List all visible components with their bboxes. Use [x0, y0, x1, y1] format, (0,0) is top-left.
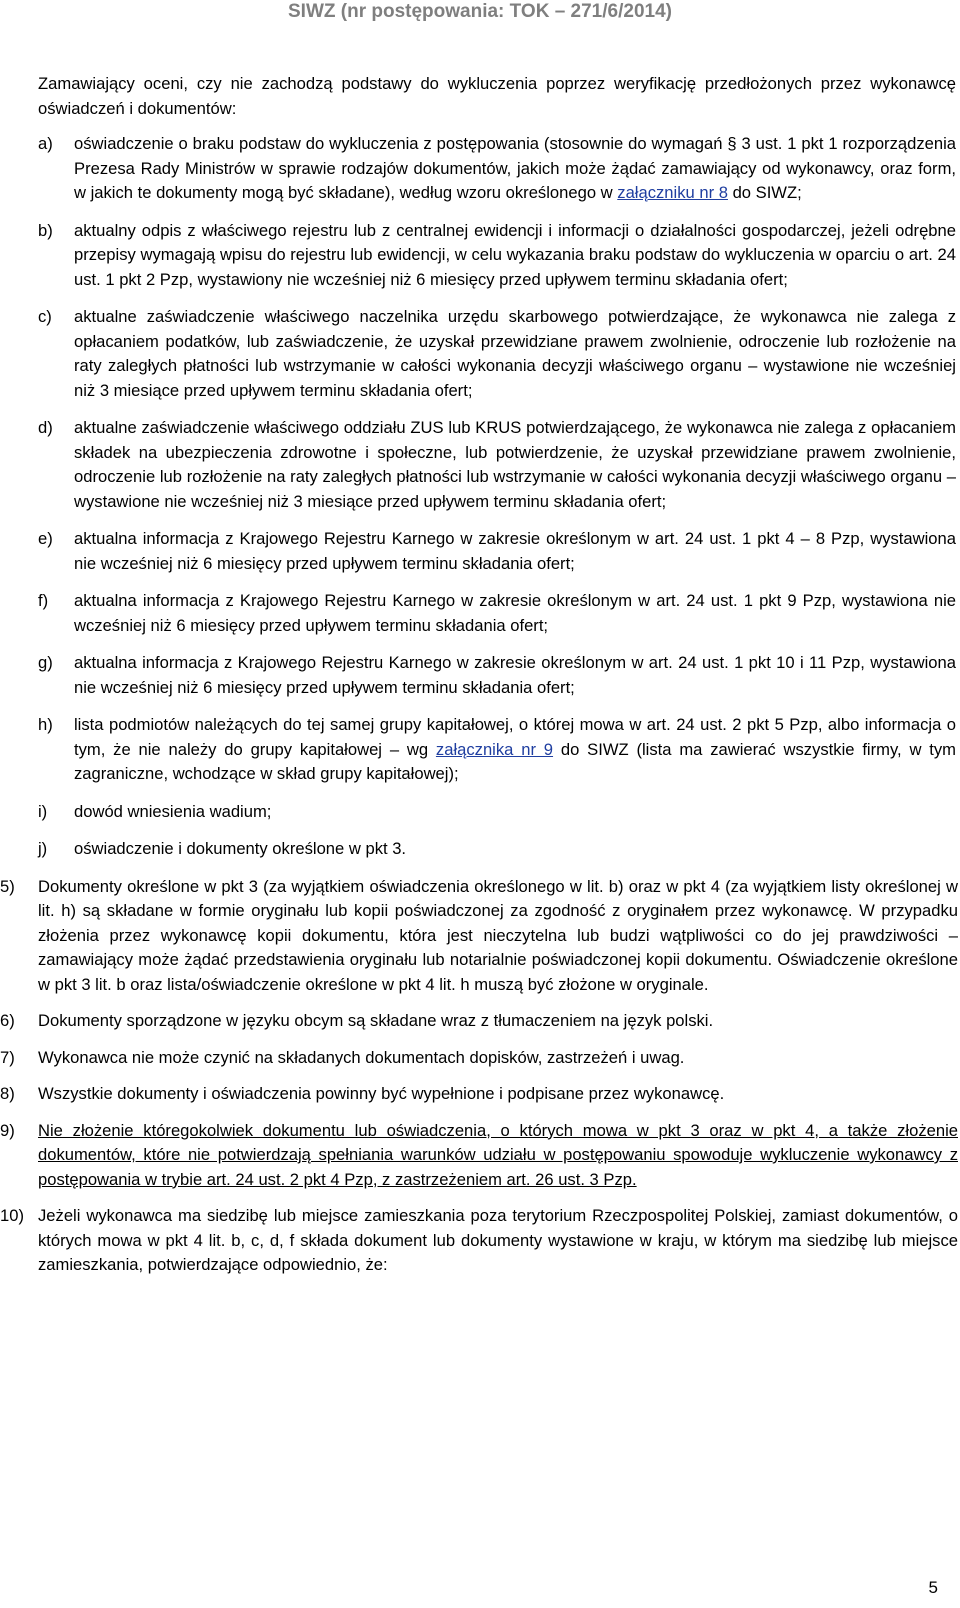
numbered-item-9 — [0, 1119, 958, 1193]
list-item-i — [38, 800, 956, 825]
numbered-item-5 — [0, 875, 958, 998]
list-text — [74, 132, 956, 206]
list-label: a) — [38, 134, 53, 153]
list-label: f) — [38, 591, 49, 610]
list-text: aktualna informacja z Krajowego Rejestru Karnego w zakresie określonym w art. 24 ust. 1 pkt 4 – 8 Pzp, wystawiona nie wcześniej niż 6 miesięcy przed upływem terminu składania ofert; — [74, 529, 956, 573]
item-number: 9) — [0, 1120, 15, 1140]
list-label: c) — [38, 307, 52, 326]
list-text — [74, 713, 956, 787]
page-number: 5 — [928, 1578, 938, 1597]
list-item-h — [38, 713, 956, 787]
attachment-8-link[interactable]: załączniku nr 8 — [617, 183, 728, 202]
item-number: 7) — [0, 1047, 15, 1067]
list-text: aktualne zaświadczenie właściwego oddziału ZUS lub KRUS potwierdzającego, że wykonawca nie zalega z opłacaniem składek na ubezpieczenia zdrowotne i społeczne, lub potwierdzenie, że uzyskał przewidziane prawem zwolnienie, odroczenie lub rozłożenie na raty zaległych płatności lub wstrzymanie w całości wykonania decyzji właściwego organu – wystawione nie wcześniej niż 3 miesiące przed upływem terminu składania ofert; — [74, 418, 956, 511]
list-label: h) — [38, 715, 53, 734]
list-item-b — [38, 219, 956, 293]
list-text: aktualne zaświadczenie właściwego naczelnika urzędu skarbowego potwierdzające, że wykonawca nie zalega z opłacaniem podatków, lub zaświadczenie, że uzyskał przewidziane prawem zwolnienie, odroczenie lub rozłożenie na raty zaległych płatności lub wstrzymanie w całości wykonania decyzji właściwego organu – wystawione nie wcześniej niż 3 miesiące przed upływem terminu składania ofert; — [74, 307, 956, 400]
list-label: b) — [38, 220, 53, 240]
item-text: Dokumenty sporządzone w języku obcym są składane wraz z tłumaczeniem na język polski. — [38, 1011, 714, 1030]
attachment-9-link[interactable]: załącznika nr 9 — [435, 739, 554, 759]
list-text: aktualna informacja z Krajowego Rejestru Karnego w zakresie określonym w art. 24 ust. 1 pkt 10 i 11 Pzp, wystawiona nie wcześniej niż 6 miesięcy przed upływem terminu składania ofert; — [74, 653, 956, 697]
list-text: dowód wniesienia wadium; — [74, 801, 272, 821]
item-text: Dokumenty określone w pkt 3 (za wyjątkiem oświadczenia określonego w lit. b) oraz w pkt 4 (za wyjątkiem listy określonej w lit. h) są składane w formie oryginału lub kopii poświadczonej za zgodność z oryginałem przez wykonawcę. W przypadku złożenia przez wykonawcę kopii dokumentu, która jest nieczytelna lub budzi wątpliwości co do jej prawdziwości – zamawiający może żądać przedstawienia oryginału lub notarialnie poświadczonej kopii dokumentu. Oświadczenie określone w pkt 3 lit. b oraz lista/oświadczenie określone w pkt 4 lit. h muszą być złożone w oryginale. — [38, 876, 958, 994]
list-text: aktualna informacja z Krajowego Rejestru Karnego w zakresie określonym w art. 24 ust. 1 pkt 9 Pzp, wystawiona nie wcześniej niż 6 miesięcy przed upływem terminu składania ofert; — [74, 591, 956, 635]
document-body — [0, 72, 960, 1290]
numbered-item-8 — [0, 1082, 958, 1107]
intro-paragraph: Zamawiający oceni, czy nie zachodzą podstawy do wykluczenia poprzez weryfikację przedłożonych przez wykonawcę oświadczeń i dokumentów: — [38, 74, 956, 118]
list-label: g) — [38, 653, 53, 672]
list-text: aktualny odpis z właściwego rejestru lub z centralnej ewidencji i informacji o działalności gospodarczej, jeżeli odrębne przepisy wymagają wpisu do rejestru lub ewidencji, w celu wykazania braku podstaw do wykluczenia w oparciu o art. 24 ust. 1 pkt 2 Pzp, wystawiony nie wcześniej niż 6 miesięcy przed upływem terminu składania ofert; — [74, 220, 956, 289]
list-label: j) — [38, 839, 48, 858]
item-number: 10) — [0, 1206, 24, 1225]
list-label: d) — [38, 418, 53, 437]
item-text: Jeżeli wykonawca ma siedzibę lub miejsce zamieszkania poza terytorium Rzeczpospolitej Polskiej, zamiast dokumentów, o których mowa w pkt 4 lit. b, c, d, f składa dokument lub dokumenty wystawione w kraju, w którym ma siedzibę lub miejsce zamieszkania, potwierdzające odpowiednio, że: — [38, 1206, 958, 1274]
item-text: Wykonawca nie może czynić na składanych dokumentach dopisków, zastrzeżeń i uwag. — [38, 1047, 685, 1067]
numbered-item-7 — [0, 1046, 958, 1071]
list-text: oświadczenie i dokumenty określone w pkt 3. — [74, 839, 407, 858]
list-item-a — [38, 132, 956, 206]
text-segment: do SIWZ; — [727, 183, 802, 202]
text-segment: lista podmiotów należących do tej samej grupy kapitałowej, o której mowa w art. 24 ust. 2 pkt 5 Pzp, albo informacja o tym, że nie należy do grupy kapitałowej – wg — [74, 715, 956, 759]
text-segment: oświadczenie o braku podstaw do wykluczenia z postępowania (stosownie do wymagań § 3 ust. 1 pkt 1 rozporządzenia Prezesa Rady Ministrów w sprawie rodzajów dokumentów, jakich może żądać zamawiający od wykonawcy, oraz form, w jakich te dokumenty mogą być składane), według wzoru określonego w — [74, 134, 956, 202]
item-text: Wszystkie dokumenty i oświadczenia powinny być wypełnione i podpisane przez wykonawcę. — [38, 1084, 725, 1103]
numbered-item-10 — [0, 1204, 958, 1278]
list-item-g — [38, 651, 956, 700]
numbered-item-6 — [0, 1009, 958, 1034]
list-item-j — [38, 837, 956, 862]
list-item-c — [38, 305, 956, 403]
list-label: e) — [38, 529, 53, 548]
item-number: 8) — [0, 1084, 15, 1103]
page-header-title: SIWZ (nr postępowania: TOK – 271/6/2014) — [0, 0, 960, 45]
list-label: i) — [38, 801, 48, 821]
item-number: 5) — [0, 876, 15, 896]
list-item-d — [38, 416, 956, 514]
list-item-f — [38, 589, 956, 638]
list-item-e — [38, 527, 956, 576]
item-number: 6) — [0, 1011, 15, 1030]
item-text-underlined: Nie złożenie któregokolwiek dokumentu lub oświadczenia, o których mowa w pkt 3 oraz w pkt 4, a także złożenie dokumentów, które nie potwierdzają spełniania warunków udziału w postępowaniu spowoduje wykluczenie wykonawcy z postępowania w trybie art. 24 ust. 2 pkt 4 Pzp, z zastrzeżeniem art. 26 ust. 3 Pzp. — [38, 1120, 958, 1189]
text-segment: do SIWZ (lista ma zawierać wszystkie firmy, w tym zagraniczne, wchodzące w skład grupy kapitałowej); — [74, 739, 957, 783]
